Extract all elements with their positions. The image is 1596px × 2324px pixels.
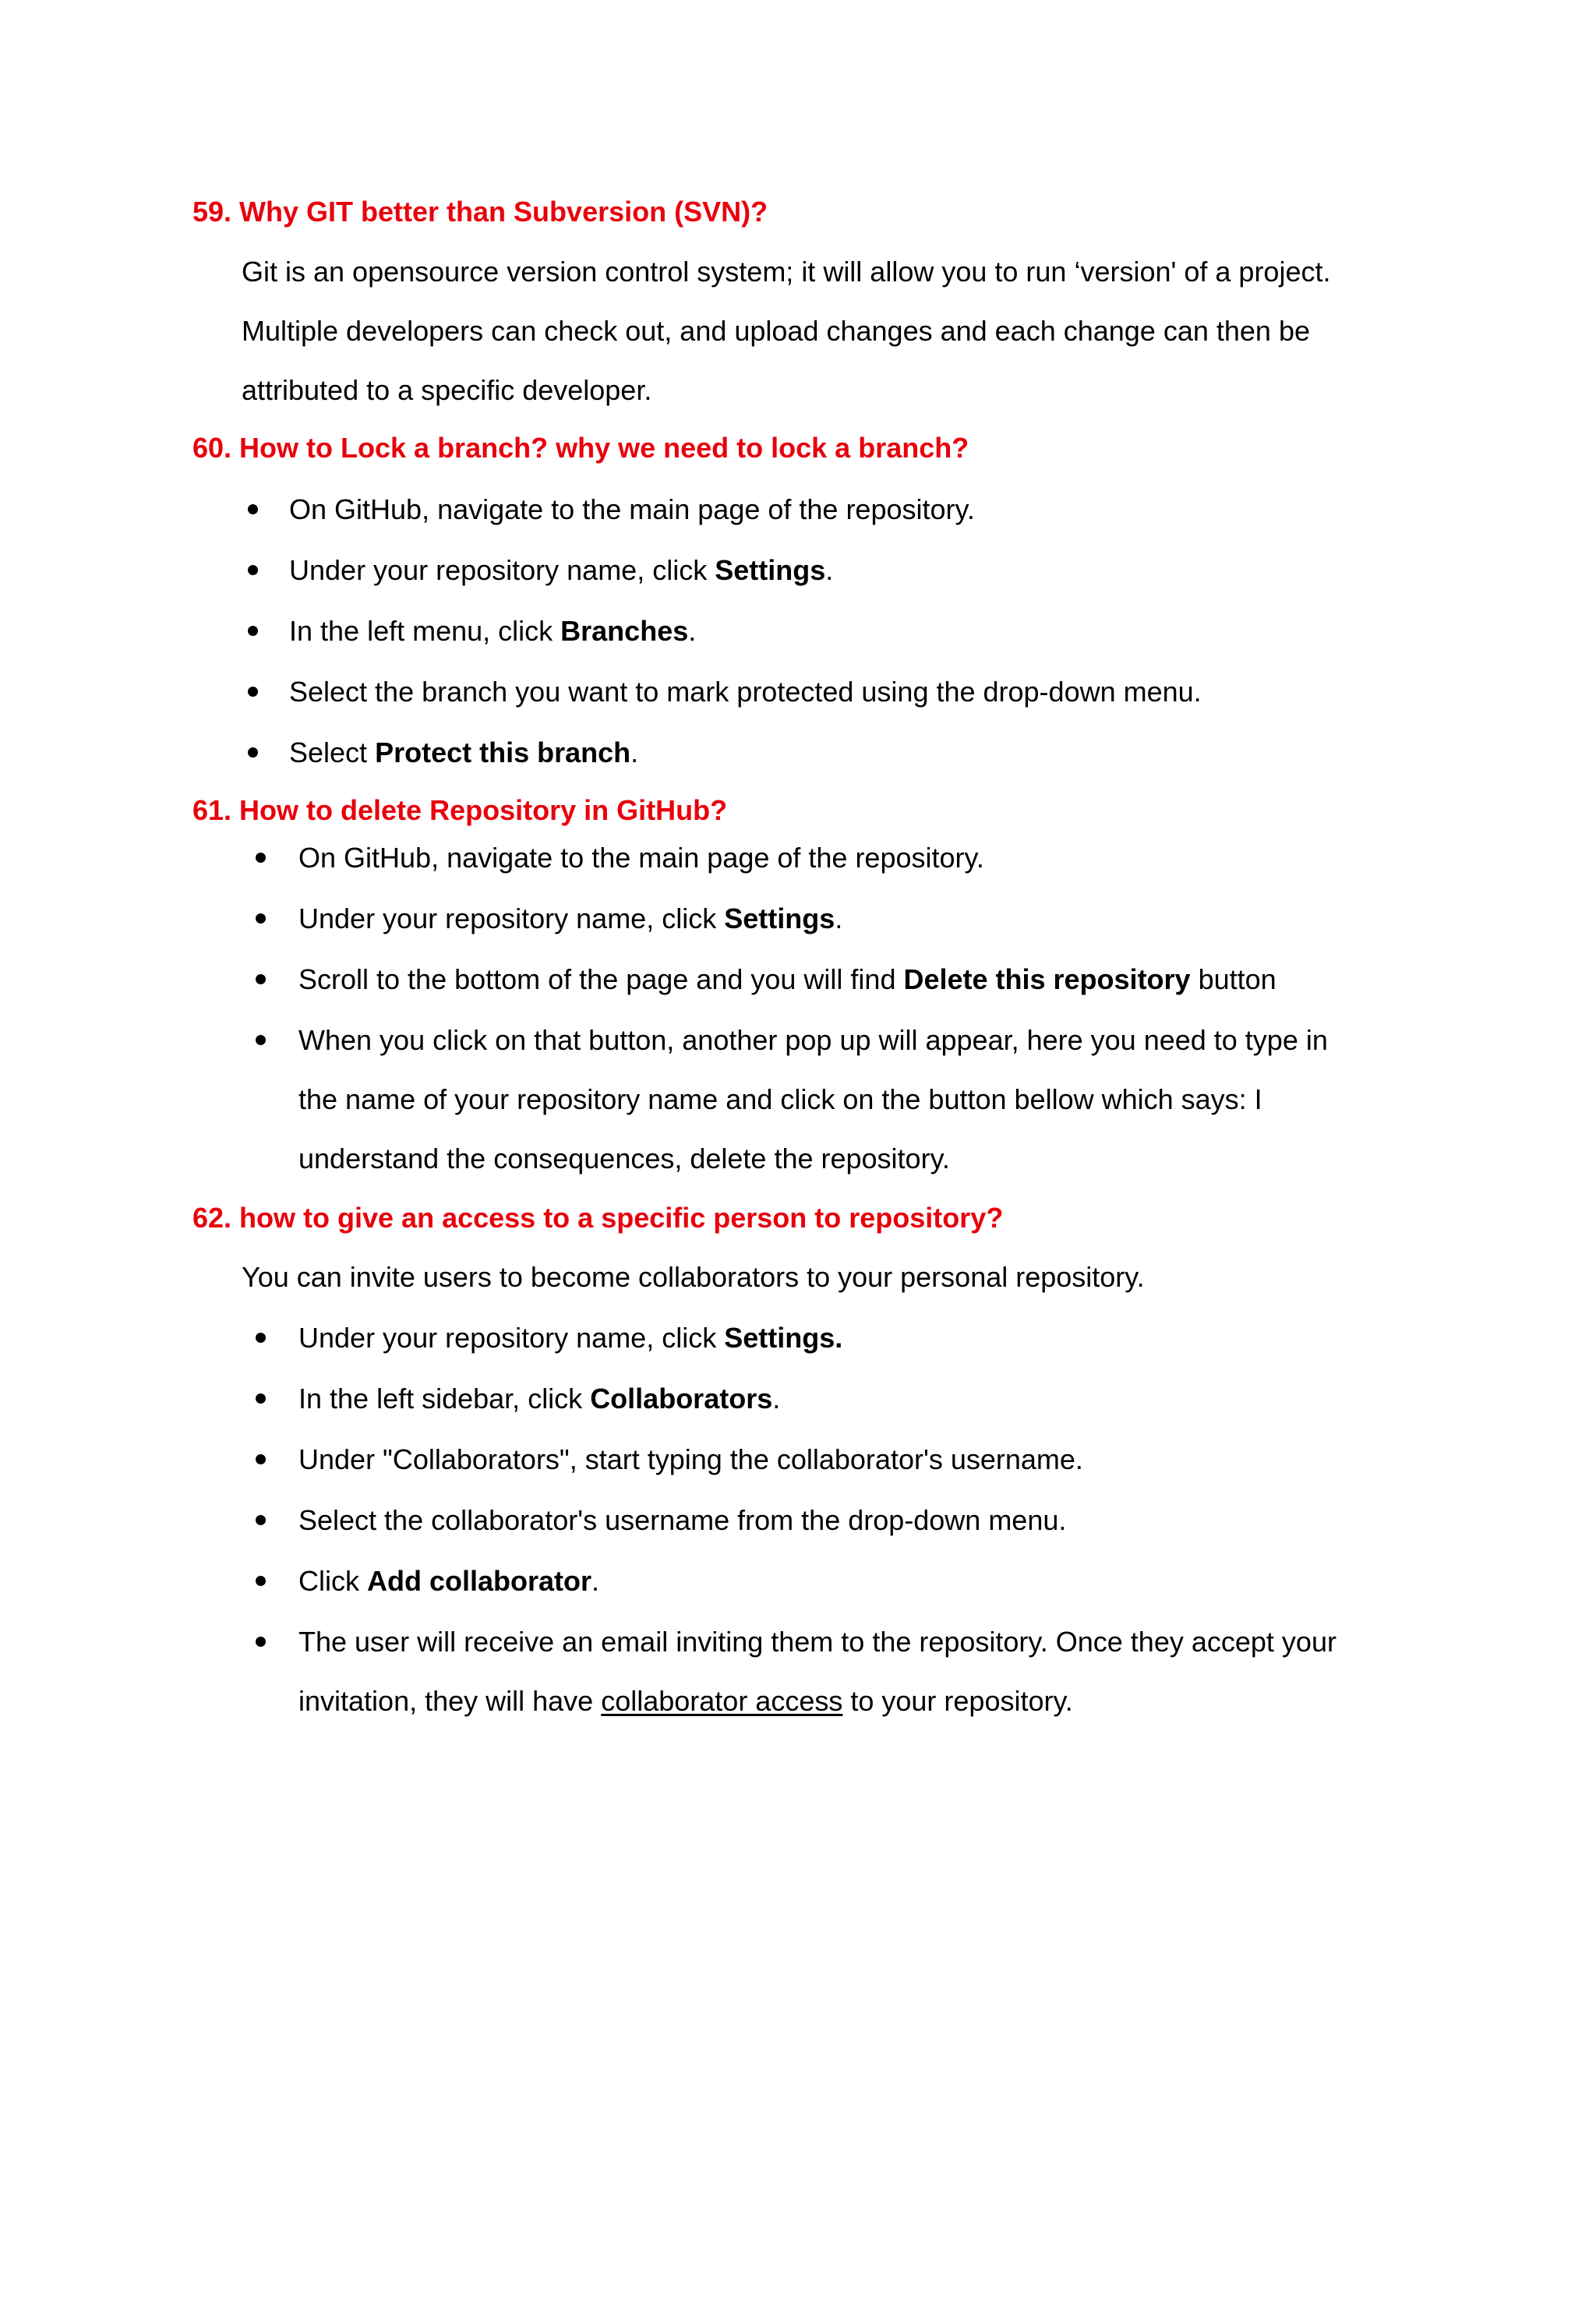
bullet-dot-icon	[248, 504, 258, 514]
question-60-heading: 60. How to Lock a branch? why we need to lock a branch?	[192, 432, 969, 464]
bullet-dot-icon	[248, 747, 258, 758]
answer-59-line-1: Git is an opensource version control system; it will allow you to run ‘version' of a project.	[242, 256, 1331, 288]
bullet-dot-icon	[256, 853, 266, 863]
bullet-dot-icon	[256, 1035, 266, 1045]
bullet-dot-icon	[248, 626, 258, 636]
question-62-heading: 62. how to give an access to a specific person to repository?	[192, 1202, 1004, 1234]
bullet-dot-icon	[256, 1637, 266, 1647]
bullet-dot-icon	[256, 974, 266, 984]
bullet-dot-icon	[256, 1393, 266, 1404]
bullet-dot-icon	[248, 565, 258, 575]
bullet-dot-icon	[256, 1454, 266, 1464]
collaborator-access-link[interactable]: collaborator access	[601, 1685, 843, 1717]
question-61-heading: 61. How to delete Repository in GitHub?	[192, 794, 728, 826]
bullet-dot-icon	[256, 1333, 266, 1343]
answer-59-line-2: Multiple developers can check out, and upload changes and each change can then be	[242, 315, 1310, 347]
bullet-dot-icon	[256, 1515, 266, 1525]
document-page: 59. Why GIT better than Subversion (SVN)? Git is an opensource version control system; it will allow you to run ‘version' of a project. Multiple developers can check out, and upload changes and each change can then be attributed to a specific developer. 60. How to Lock a branch? why we need to lock a branch? On GitHub, navigate to the main page of the repository. Under your repository name, click Settings. In the left menu, click Branches. Select the branch you want to mark protected using the drop-down menu. Select Protect this branch. 61. How to delete Repository in GitHub? On GitHub, navigate to the main page of the repository. Under your repository name, click Settings. Scroll to the bottom of the page and you will find Delete this repository button When you click on that button, another pop up will appear, here you need to type in the name of your repository name and click on the button bellow which says: I understand the consequences, delete the repository. 62. how to give an access to a specific person to repository? You can invite users to become collaborators to your personal repository. Under your repository name, click Settings. In the left sidebar, click Collaborators. Under "Collaborators", start typing the collaborator's username. Select the collaborator's username from the drop-down menu. Click Add collaborator. The user will receive an email inviting them to the repository. Once they accept your invitation, they will have collaborator access to your repository.	[0, 0, 1596, 2324]
answer-59-line-3: attributed to a specific developer.	[242, 374, 652, 406]
question-59-heading: 59. Why GIT better than Subversion (SVN)?	[192, 196, 768, 228]
bullet-dot-icon	[256, 1576, 266, 1586]
bullet-dot-icon	[256, 913, 266, 924]
answer-62-intro: You can invite users to become collaborators to your personal repository.	[242, 1261, 1145, 1293]
bullet-dot-icon	[248, 687, 258, 697]
